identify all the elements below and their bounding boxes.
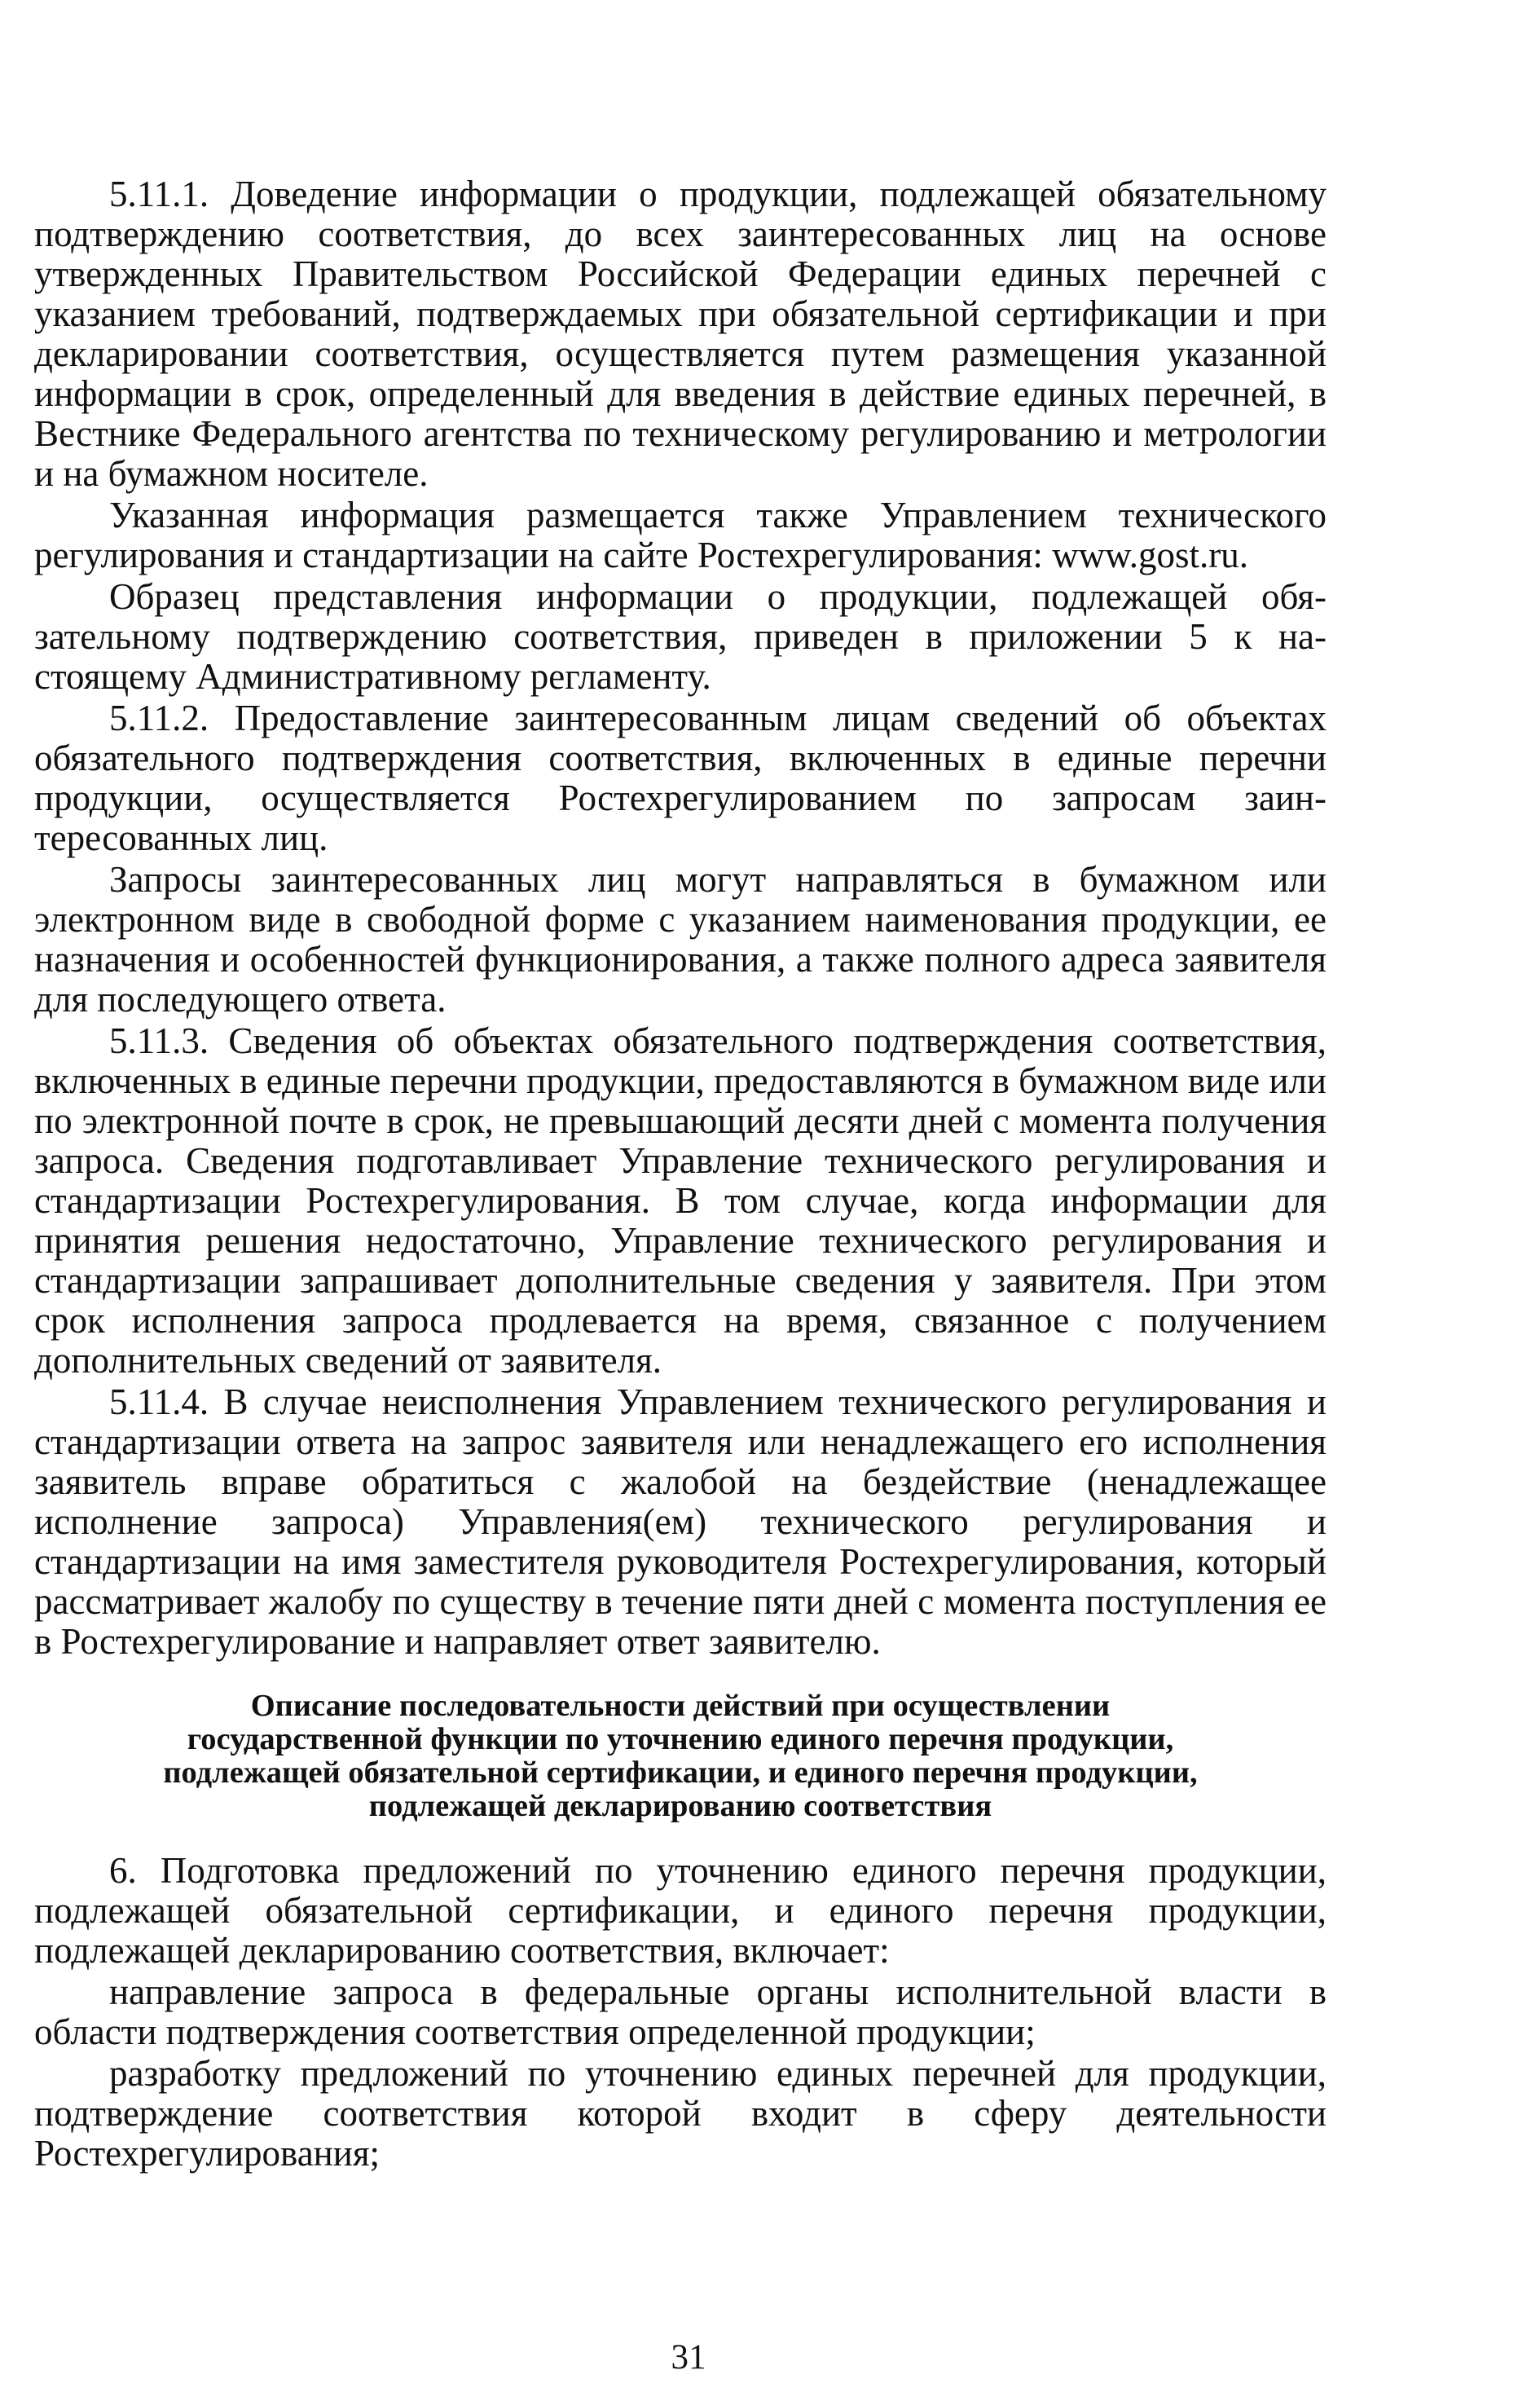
paragraph-5-11-1: 5.11.1. Доведение информации о продукции, подлежащей обязательному подтверждению соответствия, до всех заинтересованных лиц на основе утвержденных Правительством Российской Федерации единых перечней с указанием требований, подтверждаемых при обязательной сертификации и при декларировании соответствия, осуществляется путем размещения указанной информации в срок, определенный для введения в действие единых перечней, в Вестнике Федерального агентства по техническому регулированию и метрологии и на бумажном носителе. — [34, 174, 1327, 494]
section-heading — [34, 1690, 1327, 1823]
paragraph-6: 6. Подготовка предложений по уточнению единого перечня продукции, подлежащей обязательной сертификации, и единого перечня продукции, подлежащей декларированию соответствия, включает: — [34, 1850, 1327, 1971]
paragraph-5-11-4: 5.11.4. В случае неисполнения Управлением технического регулирования и стандартизации ответа на запрос заявителя или ненадлежащего его исполнения заявитель вправе обратиться с жалобой на бездействие (ненадлежащее исполнение запроса) Управления(ем) технического регулирования и стандартизации на имя заместителя руководителя Ростехрегулирования, который рассматривает жалобу по существу в течение пяти дней с момента поступления ее в Ростехрегулирование и направляет ответ заявителю. — [34, 1381, 1327, 1662]
paragraph-request-direction: направление запроса в федеральные органы исполнительной власти в области подтверждения соответствия определенной продукции; — [34, 1971, 1327, 2052]
paragraph-website-info: Указанная информация размещается также Управлением технического регулирования и стандартизации на сайте Ростехрегулирования: www.gost.ru. — [34, 495, 1327, 575]
heading-line: подлежащей декларированию соответствия — [368, 1789, 992, 1823]
paragraph-sample-reference: Образец представления информации о продукции, подлежащей обязательному подтверждению соответствия, приведен в приложении 5 к настоящему Административному регламенту. — [34, 576, 1327, 697]
heading-line: государственной функции по уточнению единого перечня продукции, — [187, 1722, 1174, 1756]
document-page — [34, 174, 1327, 2175]
heading-line: подлежащей обязательной сертификации, и единого перечня продукции, — [163, 1756, 1198, 1790]
paragraph-requests: Запросы заинтересованных лиц могут направляться в бумажном или электронном виде в свободной форме с указанием наименования продукции, ее назначения и особенностей функционирования, а также полного адреса заявителя для последующего ответа. — [34, 859, 1327, 1020]
heading-line: Описание последовательности действий при осуществлении — [250, 1689, 1111, 1723]
page-number: 31 — [671, 2338, 706, 2377]
paragraph-proposals: разработку предложений по уточнению единых перечней для продукции, подтверждение соответствия которой входит в сферу деятельности Ростехрегулирования; — [34, 2053, 1327, 2174]
paragraph-5-11-3: 5.11.3. Сведения об объектах обязательного подтверждения соответствия, включенных в единые перечни продукции, предоставляются в бумажном виде или по электронной почте в срок, не превышающий десяти дней с момента получения запроса. Сведения подготавливает Управление технического регулирования и стандартизации Ростехрегулирования. В том случае, когда информации для принятия решения недостаточно, Управление технического регулирования и стандартизации запрашивает дополнительные сведения у заявителя. При этом срок исполнения запроса продлевается на время, связанное с получением дополнительных сведений от заявителя. — [34, 1020, 1327, 1381]
paragraph-5-11-2: 5.11.2. Предоставление заинтересованным лицам сведений об объектах обязательного подтверждения соответствия, включенных в единые перечни продукции, осуществляется Ростехрегулированием по запросам заинтересованных лиц. — [34, 698, 1327, 858]
